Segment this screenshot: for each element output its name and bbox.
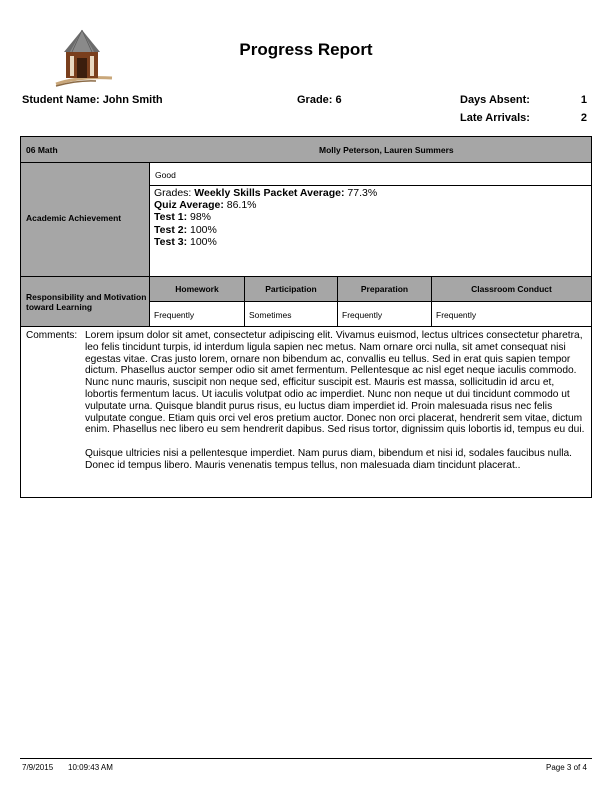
grade-row	[297, 94, 342, 106]
col-homework-header	[150, 277, 245, 302]
comment-paragraph: Lorem ipsum dolor sit amet, consectetur adipiscing elit. Vivamus euismod, lectus ultrices consectetur pharetra, leo felis tincidunt turpis, id interdum ligula sapien nec metus. Nam ornare orci nulla, sit amet consequat nisi egestas vitae. Cras justo lorem, ornare non bibendum ac, convallis eu tellus. Sed in erat quis sapien tempor dictum. Phasellus auctor semper odio sit amet fermentum. Pellentesque ac nisl eget neque iaculis commodo. Nunc nunc mauris, suscipit non neque sed, efficitur suscipit est. Mauris est massa, sollicitudin id arcu et, lobortis fermentum lacus. Ut iaculis volutpat odio ac imperdiet. Nunc non neque ut dui tincidunt commodo ut vulputate urna. Quisque blandit purus risus, eu luctus diam imperdiet id. Proin malesuada risus nec felis vulputate congue. Etiam quis orci vel eros pretium auctor. Donec non orci placerat, hendrerit sem vitae, dictum enim. Phasellus nec libero eu sem hendrerit dapibus. Sed risus tortor, dignissim quis lobortis id, tempus eu dui.	[85, 330, 585, 436]
academic-grades	[154, 187, 377, 248]
footer-date: 7/9/2015	[22, 763, 54, 772]
col-participation-label: Participation	[265, 284, 317, 294]
footer-time: 10:09:43 AM	[68, 763, 113, 772]
conduct-value: Frequently	[436, 310, 477, 320]
grade-value: 6	[335, 94, 342, 106]
comments-text	[85, 330, 588, 484]
test2-label: Test 2:	[154, 223, 188, 236]
days-absent-label: Days Absent:	[460, 94, 530, 106]
preparation-value: Frequently	[342, 310, 383, 320]
test2-value: 100%	[190, 223, 217, 236]
grade-label: Grade:	[297, 94, 333, 106]
col-conduct-header	[432, 277, 591, 302]
test3-line	[154, 236, 377, 248]
responsibility-label-cell	[21, 277, 150, 327]
conduct-value-cell	[432, 302, 591, 327]
participation-value-cell	[245, 302, 338, 327]
participation-value: Sometimes	[249, 310, 292, 320]
quiz-value: 86.1%	[226, 199, 257, 212]
col-preparation-label: Preparation	[360, 284, 409, 294]
quiz-label: Quiz Average:	[154, 199, 224, 212]
col-preparation-header	[338, 277, 432, 302]
comments-label: Comments:	[26, 330, 78, 341]
course-name: 06 Math	[26, 145, 58, 155]
weekly-label: Weekly Skills Packet Average:	[194, 187, 345, 199]
test2-line	[154, 224, 377, 236]
col-participation-header	[245, 277, 338, 302]
late-arrivals-label: Late Arrivals:	[460, 112, 530, 124]
quiz-line	[154, 199, 377, 211]
preparation-value-cell	[338, 302, 432, 327]
academic-rating: Good	[155, 170, 176, 180]
test1-label: Test 1:	[154, 211, 188, 224]
footer-page: Page 3 of 4	[546, 763, 587, 772]
academic-rating-cell	[150, 163, 591, 186]
academic-label-cell	[21, 163, 150, 277]
page-title: Progress Report	[239, 40, 373, 59]
course-teachers: Molly Peterson, Lauren Summers	[319, 145, 454, 155]
grades-line	[154, 187, 377, 199]
student-name-row	[22, 94, 163, 106]
test1-line	[154, 211, 377, 223]
responsibility-label: Responsibility and Motivation toward Learning	[26, 292, 147, 312]
col-homework-label: Homework	[175, 284, 219, 294]
grades-prefix: Grades:	[154, 187, 192, 199]
test3-label: Test 3:	[154, 235, 188, 248]
homework-value-cell	[150, 302, 245, 327]
comment-paragraph: Quisque ultricies nisi a pellentesque imperdiet. Nam purus diam, bibendum et nisi id, sodales faucibus nulla. Donec id tempus libero. Mauris venenatis tempus tellus, non malesuada diam tincidunt placerat..	[85, 448, 572, 471]
days-absent-value: 1	[580, 94, 587, 106]
test1-value: 98%	[190, 211, 212, 224]
course-header	[21, 137, 591, 163]
student-name: John Smith	[102, 94, 163, 106]
test3-value: 100%	[190, 235, 217, 248]
footer-divider	[20, 758, 592, 759]
late-arrivals-value: 2	[580, 112, 587, 124]
student-name-label: Student Name:	[22, 94, 100, 106]
weekly-value: 77.3%	[347, 187, 378, 199]
homework-value: Frequently	[154, 310, 195, 320]
col-conduct-label: Classroom Conduct	[471, 284, 552, 294]
academic-label: Academic Achievement	[26, 213, 122, 223]
